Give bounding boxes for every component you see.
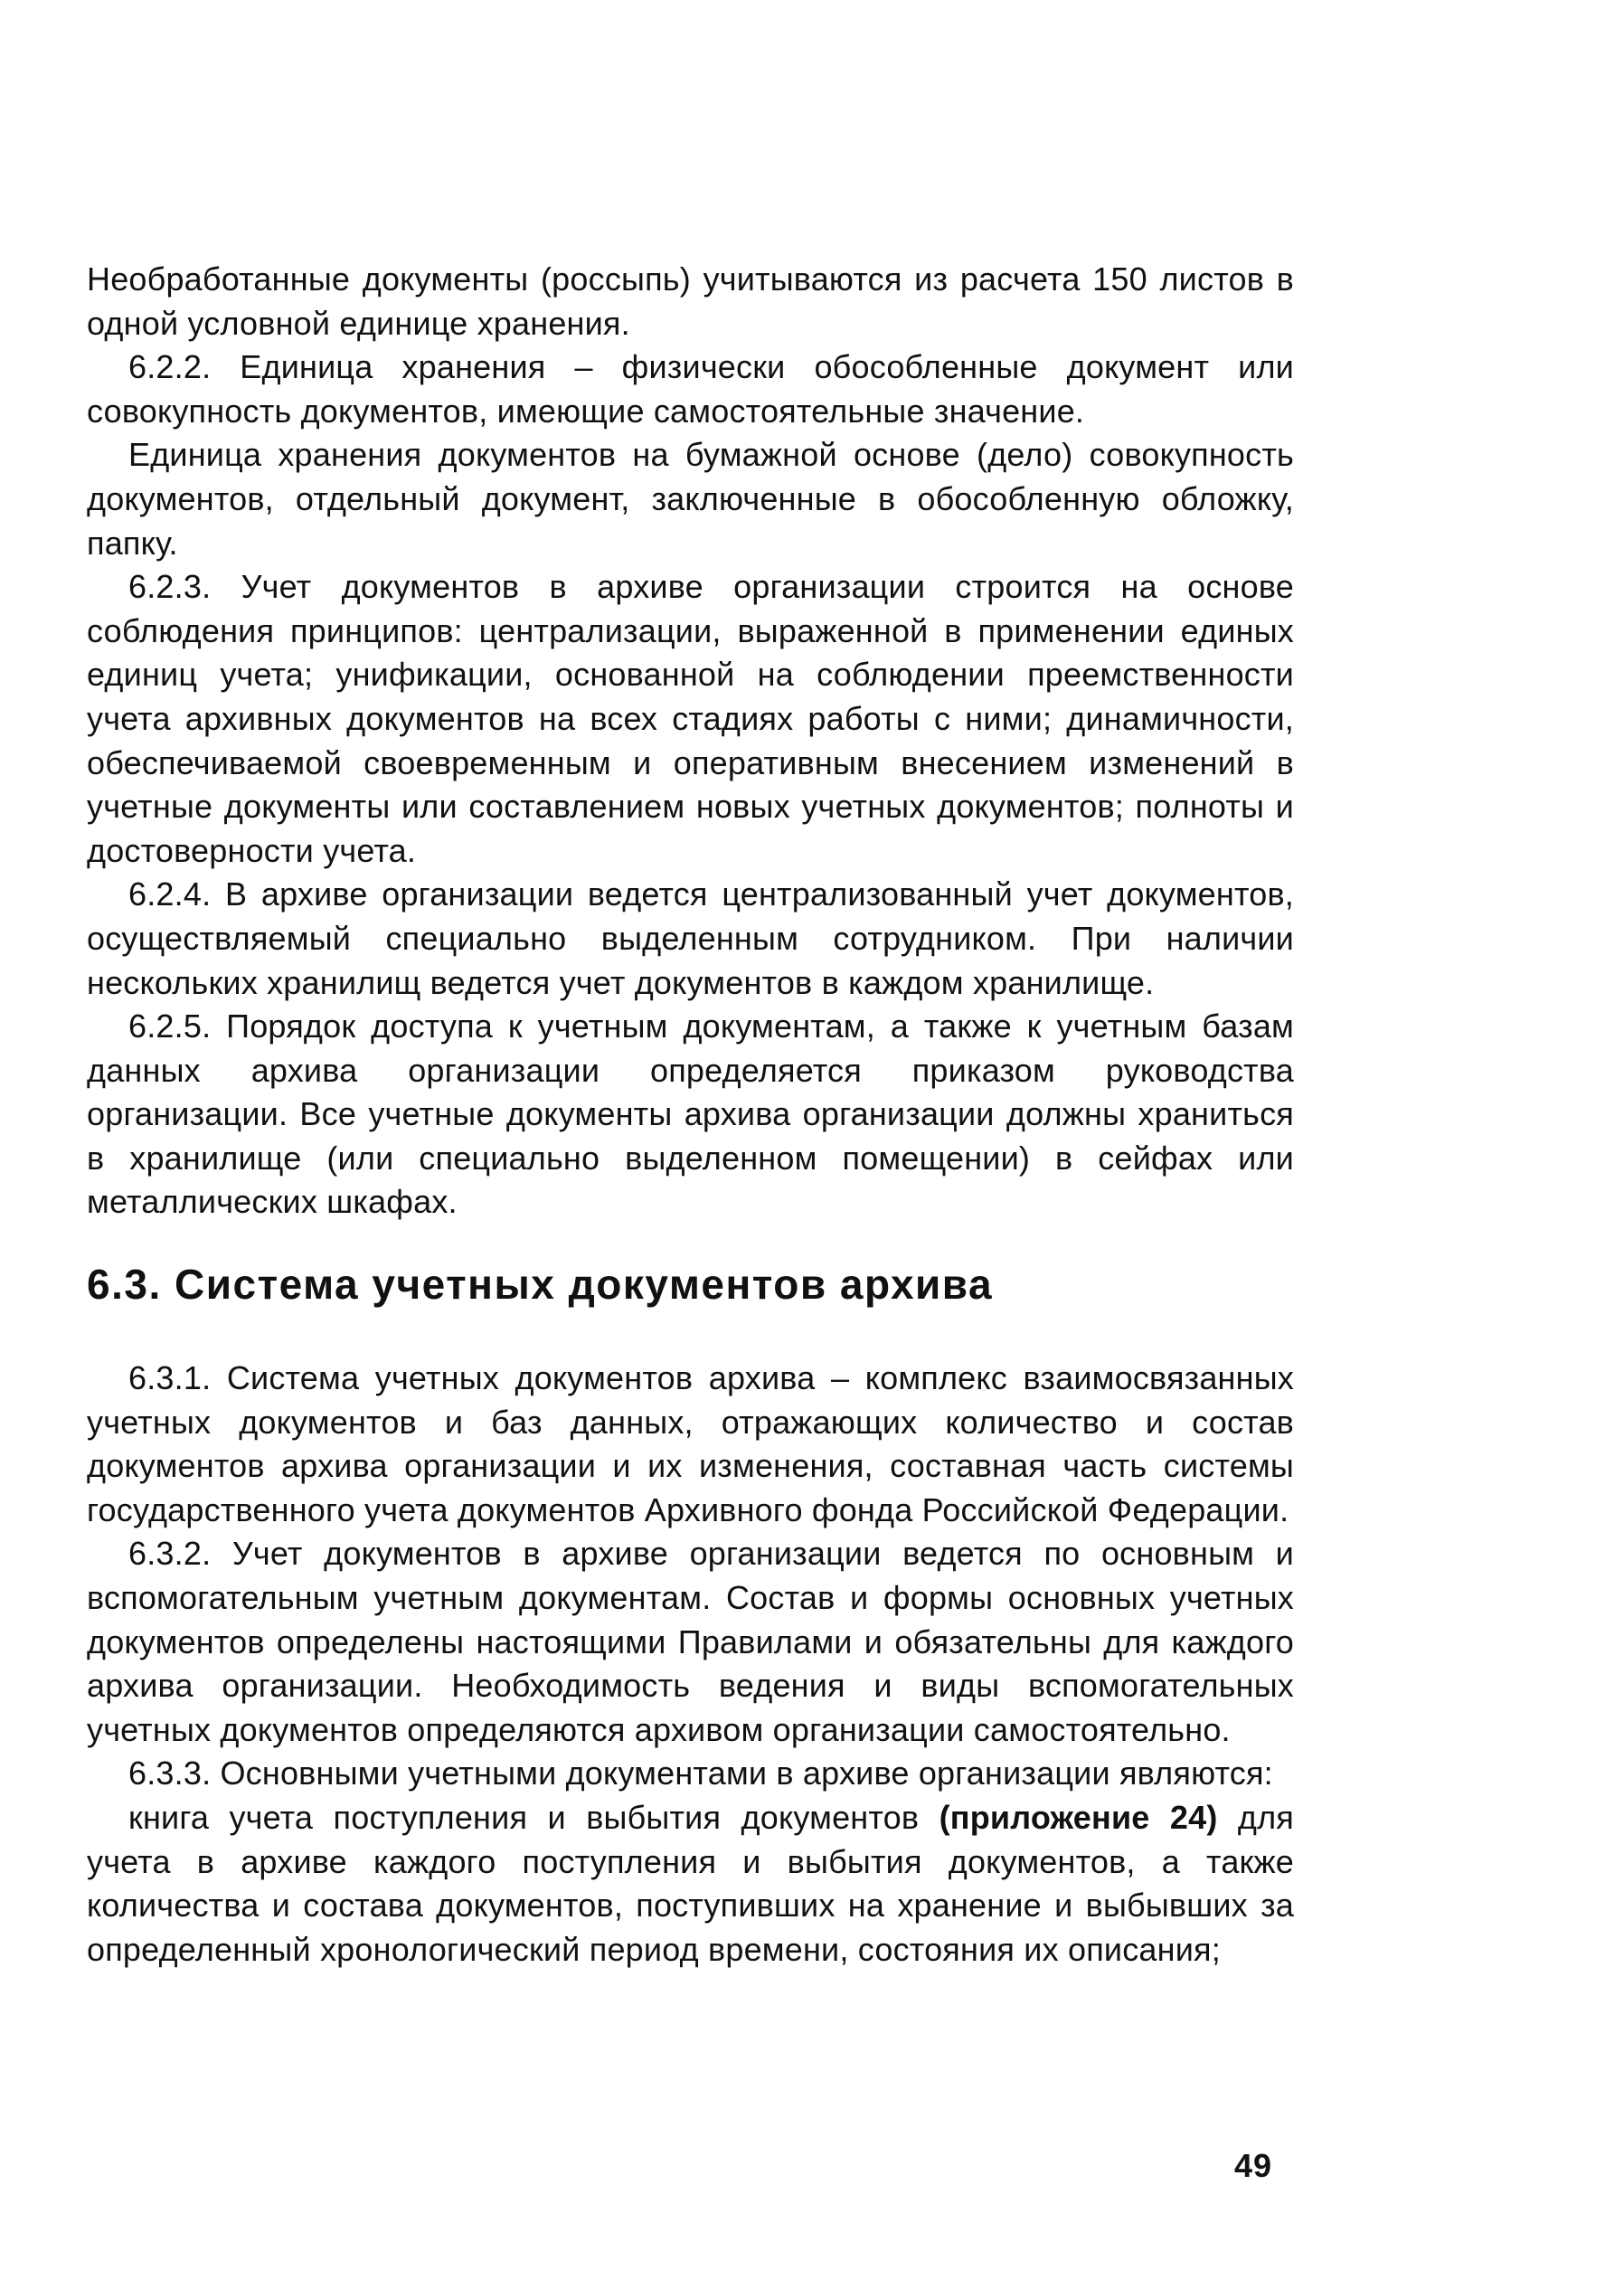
page-content bbox=[87, 258, 1294, 1972]
appendix-reference: (приложение 24) bbox=[939, 1799, 1218, 1836]
accounting-book-text-end: для учета в архиве каждого поступления и выбытия документов, а также количества и состава документов, поступивших на хранение и выбывших за определенный хронологический период времени, состояния их описания; bbox=[87, 1799, 1294, 1968]
paragraph-6-3-1: 6.3.1. Система учетных документов архива – комплекс взаимосвязанных учетных документов и баз данных, отражающих количество и состав документов архива организации и их изменения, составная часть системы государственного учета документов Архивного фонда Российской Федерации. bbox=[87, 1359, 1294, 1528]
paragraph-accounting-book bbox=[87, 1796, 1294, 1972]
paragraph-6-2-3: 6.2.3. Учет документов в архиве организации строится на основе соблюдения принципов: централизации, выраженной в применении единых единиц учета; унификации, основанной на соблюдении преемственности учета архивных документов на всех стадиях работы с ними; динамичности, обеспечиваемой своевременным и оперативным внесением изменений в учетные документы или составлением новых учетных документов; полноты и достоверности учета. bbox=[87, 568, 1294, 869]
paragraph-6-2-5: 6.2.5. Порядок доступа к учетным документам, а также к учетным базам данных архива организации определяется приказом руководства организации. Все учетные документы архива организации должны храниться в хранилище (или специально выделенном помещении) в сейфах или металлических шкафах. bbox=[87, 1007, 1294, 1221]
paragraph-unprocessed-documents: Необработанные документы (россыпь) учитываются из расчета 150 листов в одной условной единице хранения. bbox=[87, 260, 1294, 342]
section-heading: 6.3. Система учетных документов архива bbox=[87, 1261, 994, 1309]
paragraph-storage-unit-paper: Единица хранения документов на бумажной основе (дело) совокупность документов, отдельный документ, заключенные в обособленную обложку, папку. bbox=[87, 436, 1294, 562]
paragraph-6-3-3: 6.3.3. Основными учетными документами в архиве организации являются: bbox=[128, 1755, 1273, 1792]
paragraph-6-2-4: 6.2.4. В архиве организации ведется централизованный учет документов, осуществляемый специально выделенным сотрудником. При наличии нескольких хранилищ ведется учет документов в каждом хранилище. bbox=[87, 875, 1294, 1001]
paragraph-6-2-2: 6.2.2. Единица хранения – физически обособленные документ или совокупность документов, имеющие самостоятельные значение. bbox=[87, 348, 1294, 430]
accounting-book-text-start: книга учета поступления и выбытия документов bbox=[128, 1799, 939, 1836]
page-number: 49 bbox=[1234, 2147, 1273, 2184]
paragraph-6-3-2: 6.3.2. Учет документов в архиве организации ведется по основным и вспомогательным учетным документам. Состав и формы основных учетных документов определены настоящими Правилами и обязательны для каждого архива организации. Необходимость ведения и виды вспомогательных учетных документов определяются архивом организации самостоятельно. bbox=[87, 1535, 1294, 1748]
